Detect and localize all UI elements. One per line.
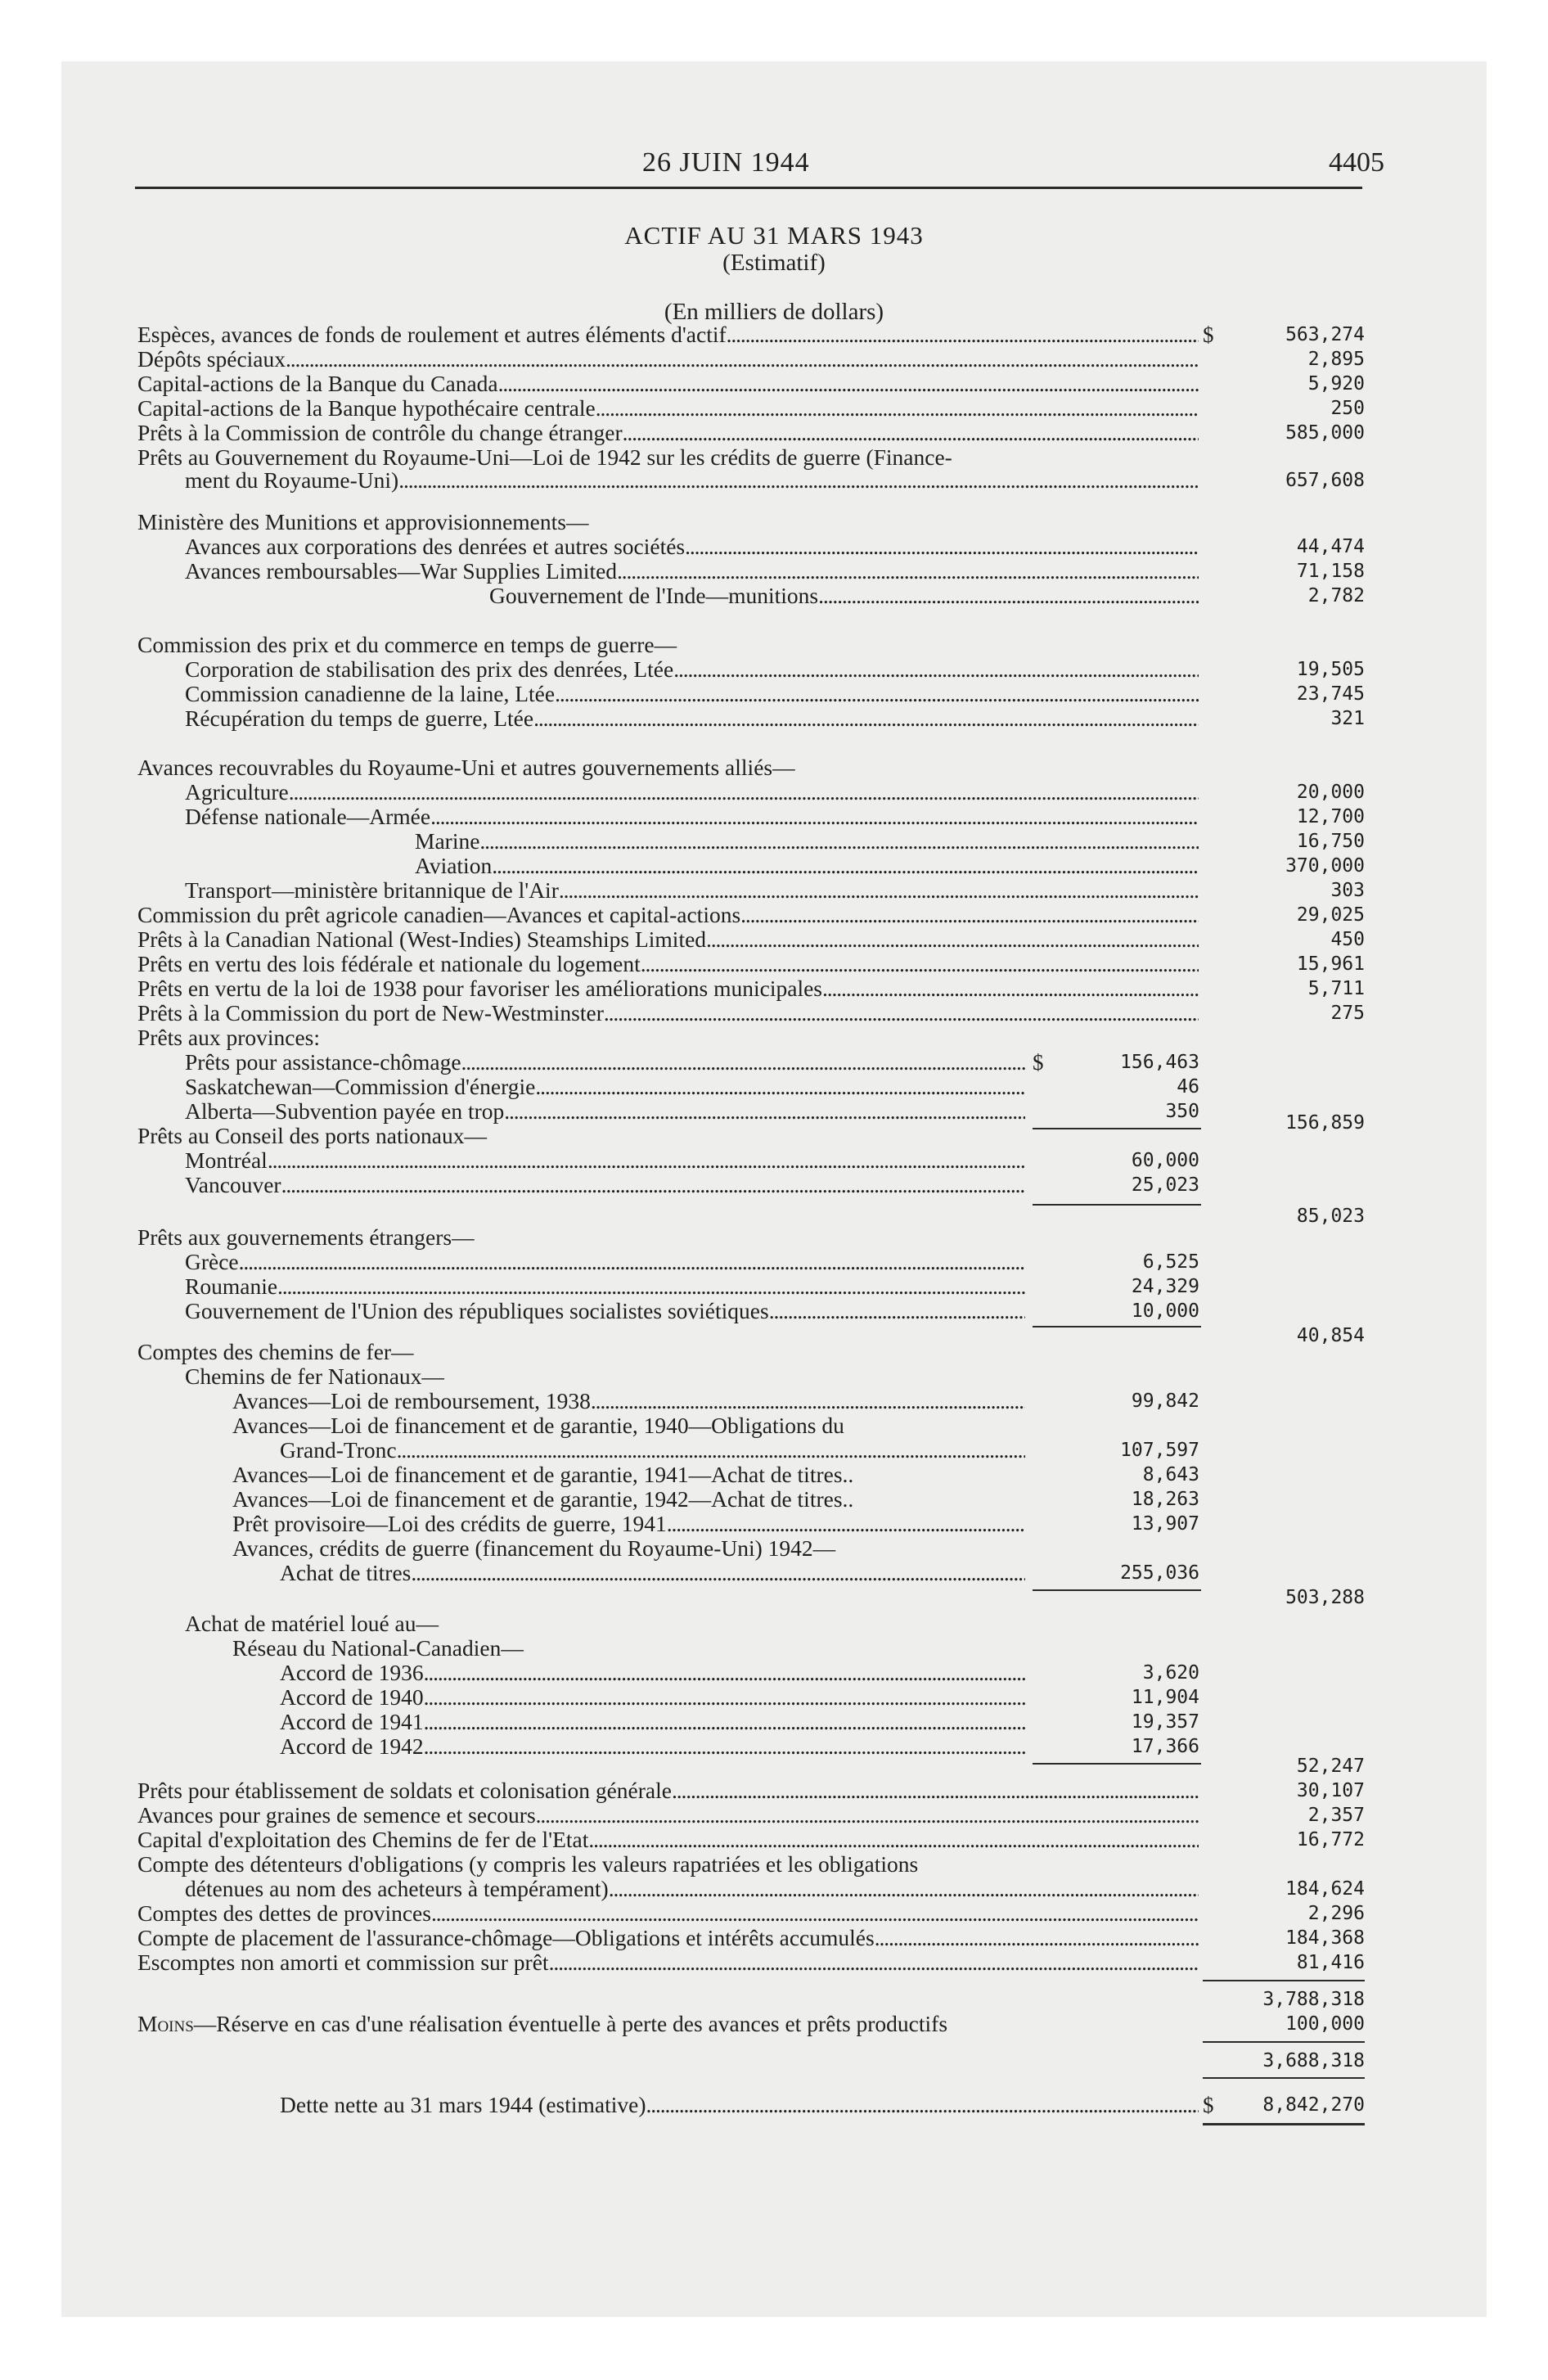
dollar-sign: $ [1203, 322, 1214, 347]
total-value: 3,688,318 [1262, 2050, 1365, 2071]
document-title: ACTIF AU 31 MARS 1943 [624, 221, 924, 250]
row-label: Prêts au Gouvernement du Royaume-Uni—Loi de 1942 sur les crédits de guerre (Finance- [137, 444, 952, 470]
row-value: 12,700 [1296, 806, 1365, 827]
row-value: 3,620 [1142, 1662, 1199, 1684]
table-row: Vancouver . . . [185, 1172, 1025, 1198]
table-row: Prêt provisoire—Loi des crédits de guerre, 1941 . . . [232, 1511, 1025, 1537]
section-heading: Commission des prix et du commerce en temps de guerre— [137, 632, 677, 657]
row-value: 563,274 [1285, 324, 1365, 345]
row-value: 184,624 [1285, 1878, 1365, 1900]
row-value: 29,025 [1296, 904, 1365, 926]
row-value: 44,474 [1296, 536, 1365, 557]
table-row: Marine . . . [415, 828, 1199, 854]
table-row: Corporation de stabilisation des prix des denrées, Ltée . . . [185, 656, 1199, 683]
table-row: Accord de 1941 . . . [280, 1709, 1025, 1735]
table-row: Avances remboursables—War Supplies Limited . . . [185, 558, 1199, 584]
table-row: Récupération du temps de guerre, Ltée . . . [185, 705, 1199, 732]
section-heading: Chemins de fer Nationaux— [185, 1364, 444, 1389]
row-value: 46 [1177, 1076, 1199, 1098]
table-row: Prêts en vertu de la loi de 1938 pour favoriser les améliorations municipales . . . [137, 976, 1199, 1002]
row-value: 30,107 [1296, 1780, 1365, 1801]
table-row: Achat de titres . . . [280, 1560, 1025, 1586]
deduction-value: 100,000 [1285, 2013, 1365, 2035]
row-value: 2,296 [1307, 1903, 1365, 1924]
section-heading: Achat de matériel loué au— [185, 1611, 439, 1636]
row-value: 657,608 [1285, 470, 1365, 491]
row-value: 184,368 [1285, 1927, 1365, 1949]
section-heading: Prêts aux provinces: [137, 1025, 321, 1050]
table-row: Prêts pour établissement de soldats et colonisation générale . . . [137, 1778, 1199, 1804]
row-value: 10,000 [1131, 1300, 1199, 1322]
row-value: 6,525 [1142, 1251, 1199, 1273]
table-row: Avances—Loi de remboursement, 1938 . . . [232, 1388, 1025, 1414]
row-label: Avances, crédits de guerre (financement du Royaume-Uni) 1942— [232, 1535, 836, 1561]
moins-label: Moins [137, 2011, 194, 2036]
row-value: 8,643 [1142, 1464, 1199, 1485]
row-value: 303 [1330, 880, 1365, 901]
table-row: Accord de 1942 . . . [280, 1733, 1025, 1760]
table-row: Transport—ministère britannique de l'Air . . . [185, 877, 1199, 904]
table-row: Comptes des dettes de provinces . . . [137, 1900, 1199, 1927]
table-row: Gouvernement de l'Union des républiques socialistes soviétiques . . . [185, 1298, 1025, 1324]
table-row: Accord de 1940 . . . [280, 1684, 1025, 1711]
table-row: Prêts à la Commission de contrôle du change étranger . . . [137, 420, 1199, 446]
total-value: 3,788,318 [1262, 1989, 1365, 2010]
table-row: Capital-actions de la Banque du Canada . . . [137, 371, 1199, 397]
total-rule [1203, 1980, 1365, 1981]
net-debt-value: 8,842,270 [1262, 2094, 1365, 2116]
table-row: Avances pour graines de semence et secours . . . [137, 1802, 1199, 1828]
row-value: 17,366 [1131, 1736, 1199, 1757]
row-value: 250 [1330, 398, 1365, 419]
table-row: Grèce . . . [185, 1249, 1025, 1275]
row-value: 15,961 [1296, 953, 1365, 975]
subtotal-rule [1033, 1589, 1201, 1591]
table-row: Prêts à la Commission du port de New-Westminster . . . [137, 1000, 1199, 1026]
table-row: Prêts pour assistance-chômage . . . [185, 1049, 1025, 1075]
header-rule [135, 187, 1362, 189]
row-value: 156,463 [1120, 1052, 1199, 1073]
subtotal-value: 52,247 [1296, 1756, 1365, 1777]
table-row: Grand-Tronc . . . [280, 1437, 1025, 1463]
row-value: 19,357 [1131, 1711, 1199, 1733]
dollar-sign: $ [1033, 1050, 1044, 1075]
row-value: 450 [1330, 929, 1365, 950]
section-heading: Ministère des Munitions et approvisionnements— [137, 509, 589, 534]
table-row: Capital d'exploitation des Chemins de fer de l'Etat . . . [137, 1827, 1199, 1853]
table-row: Prêts à la Canadian National (West-Indies) Steamships Limited . . . [137, 926, 1199, 953]
row-label: Avances—Loi de financement et de garantie, 1942—Achat de titres.. [232, 1486, 854, 1512]
row-value: 81,416 [1296, 1952, 1365, 1973]
table-row: Alberta—Subvention payée en trop . . . [185, 1098, 1025, 1125]
table-row: Espèces, avances de fonds de roulement et autres éléments d'actif . . . [137, 322, 1199, 348]
row-label: Compte des détenteurs d'obligations (y compris les valeurs rapatriées et les obligations [137, 1851, 919, 1877]
table-row: Gouvernement de l'Inde—munitions . . . [489, 583, 1199, 609]
section-heading: Comptes des chemins de fer— [137, 1339, 414, 1364]
subtotal-rule [1033, 1326, 1201, 1327]
row-value: 23,745 [1296, 683, 1365, 705]
row-value: 321 [1330, 708, 1365, 729]
row-value: 5,711 [1307, 978, 1365, 999]
subtotal-value: 156,859 [1285, 1112, 1365, 1134]
net-debt-row: Dette nette au 31 mars 1944 (estimative) . . . [280, 2092, 1199, 2118]
row-value: 71,158 [1296, 561, 1365, 582]
table-row: Roumanie . . . [185, 1273, 1025, 1300]
row-value: 60,000 [1131, 1150, 1199, 1171]
deduction-row [137, 2011, 947, 2037]
table-row: Prêts en vertu des lois fédérale et nationale du logement . . . [137, 951, 1199, 977]
row-value: 2,895 [1307, 349, 1365, 370]
table-row: Saskatchewan—Commission d'énergie . . . [185, 1074, 1025, 1100]
table-row: Avances aux corporations des denrées et autres sociétés . . . [185, 534, 1199, 560]
row-value: 2,357 [1307, 1805, 1365, 1826]
table-row: Accord de 1936 . . . [280, 1660, 1025, 1686]
units-note: (En milliers de dollars) [664, 299, 884, 325]
row-value: 5,920 [1307, 373, 1365, 394]
table-row: Commission canadienne de la laine, Ltée . . . [185, 681, 1199, 707]
table-row: Défense nationale—Armée . . . [185, 804, 1199, 830]
row-value: 20,000 [1296, 782, 1365, 803]
table-row: Capital-actions de la Banque hypothécaire centrale . . . [137, 395, 1199, 421]
section-heading: Avances recouvrables du Royaume-Uni et autres gouvernements alliés— [137, 755, 795, 780]
row-value: 350 [1165, 1101, 1199, 1122]
row-value: 25,023 [1131, 1174, 1199, 1196]
table-row: détenues au nom des acheteurs à tempérament) . . . [185, 1876, 1199, 1902]
row-value: 11,904 [1131, 1687, 1199, 1708]
table-row: Dépôts spéciaux . . . [137, 346, 1199, 372]
row-value: 24,329 [1131, 1276, 1199, 1297]
subtotal-rule [1033, 1128, 1201, 1129]
section-heading: Réseau du National-Canadien— [232, 1635, 524, 1661]
row-label: Avances—Loi de financement et de garantie, 1940—Obligations du [232, 1413, 844, 1438]
row-value: 2,782 [1307, 585, 1365, 606]
table-row: Agriculture . . . [185, 779, 1199, 805]
table-row: Escomptes non amorti et commission sur prêt . . . [137, 1950, 1199, 1976]
section-heading: Prêts au Conseil des ports nationaux— [137, 1123, 487, 1148]
total-rule [1203, 2041, 1365, 2043]
row-value: 99,842 [1131, 1391, 1199, 1412]
table-row: Compte de placement de l'assurance-chômage—Obligations et intérêts accumulés . . . [137, 1925, 1199, 1951]
row-value: 370,000 [1285, 855, 1365, 877]
page-number: 4405 [1329, 147, 1384, 178]
table-row: Montréal . . . [185, 1147, 1025, 1174]
row-value: 16,750 [1296, 831, 1365, 852]
header-date: 26 JUIN 1944 [642, 147, 810, 178]
row-value: 107,597 [1120, 1440, 1199, 1461]
table-row: Commission du prêt agricole canadien—Avances et capital-actions . . . [137, 902, 1199, 928]
double-rule [1203, 2123, 1365, 2125]
row-value: 19,505 [1296, 659, 1365, 680]
subtotal-value: 40,854 [1296, 1325, 1365, 1346]
section-heading: Prêts aux gouvernements étrangers— [137, 1224, 475, 1250]
subtotal-value: 503,288 [1285, 1587, 1365, 1608]
table-row: Aviation . . . [415, 853, 1199, 879]
dollar-sign: $ [1203, 2093, 1214, 2117]
row-value: 18,263 [1131, 1489, 1199, 1510]
document-subtitle: (Estimatif) [722, 250, 826, 276]
row-value: 275 [1330, 1003, 1365, 1024]
row-value: 585,000 [1285, 422, 1365, 444]
row-value: 16,772 [1296, 1829, 1365, 1850]
row-value: 255,036 [1120, 1562, 1199, 1584]
deduction-label: —Réserve en cas d'une réalisation éventuelle à perte des avances et prêts productifs [193, 2011, 948, 2036]
row-label: Avances—Loi de financement et de garantie, 1941—Achat de titres.. [232, 1462, 854, 1487]
subtotal-rule [1033, 1763, 1201, 1765]
row-value: 13,907 [1131, 1513, 1199, 1535]
subtotal-rule [1033, 1204, 1201, 1206]
total-rule [1203, 2077, 1365, 2079]
table-row: ment du Royaume-Uni) . . . [185, 467, 1199, 494]
subtotal-value: 85,023 [1296, 1206, 1365, 1227]
